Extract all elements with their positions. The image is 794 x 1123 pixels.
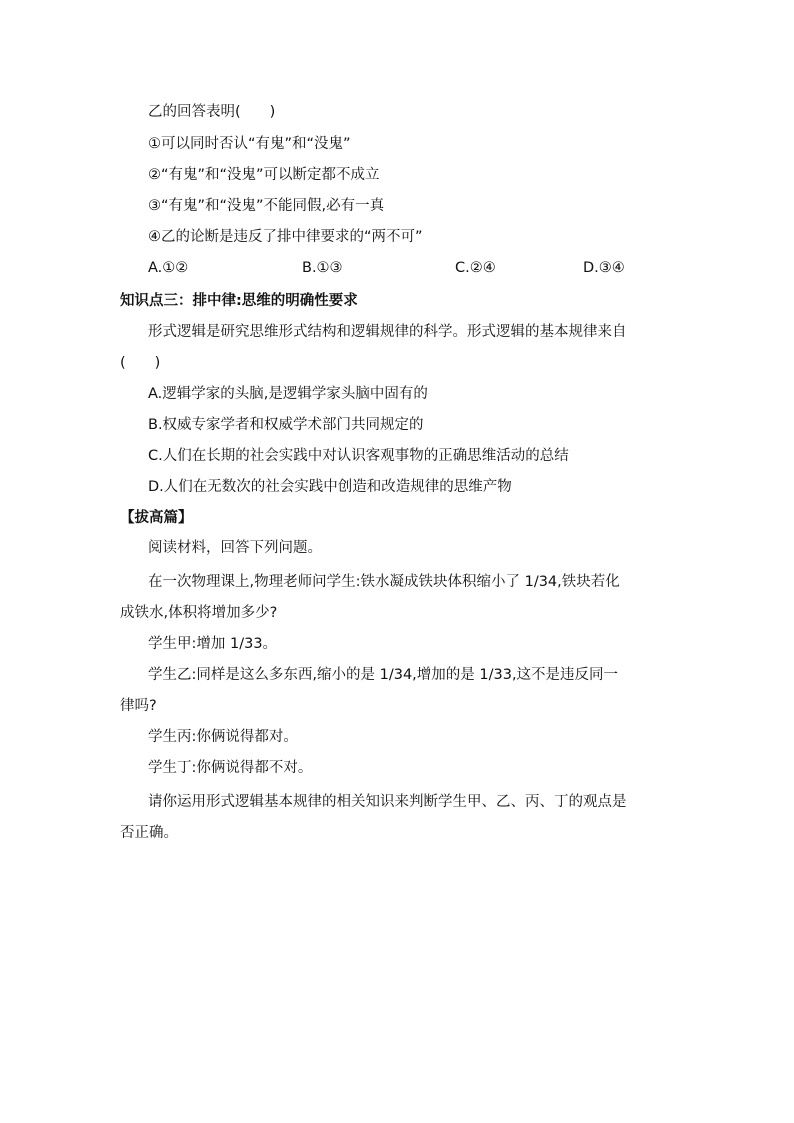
option-a: A.逻辑学家的头脑,是逻辑学家头脑中固有的 [148,386,428,402]
statement-1: ①可以同时否认“有鬼”和“没鬼” [148,136,351,152]
section-heading: 【拔高篇】 [120,510,193,526]
question-stem: 形式逻辑是研究思维形式结构和逻辑规律的科学。形式逻辑的基本规律来自 [148,324,627,340]
instruction-text: 阅读材料，回答下列问题。 [148,540,322,556]
option-a: A.①② [148,260,189,276]
option-c: C.人们在长期的社会实践中对认识客观事物的正确思维活动的总结 [148,448,569,464]
task-prompt: 请你运用形式逻辑基本规律的相关知识来判断学生甲、乙、丙、丁的观点是 [148,794,627,810]
statement-2: ②“有鬼”和“没鬼”可以断定都不成立 [148,167,380,183]
student-statement: 学生丙:你俩说得都对。 [148,729,298,745]
statement-4: ④乙的论断是违反了排中律要求的“两不可” [148,229,423,245]
option-c: C.②④ [455,260,496,276]
material-paragraph: 在一次物理课上,物理老师问学生:铁水凝成铁块体积缩小了 1/34,铁块若化 [148,574,620,590]
option-b: B.权威专家学者和权威学术部门共同规定的 [148,417,424,433]
statement-3: ③“有鬼”和“没鬼”不能同假,必有一真 [148,198,385,214]
option-d: D.③④ [583,260,625,276]
material-paragraph: 成铁水,体积将增加多少? [120,605,278,621]
section-heading: 知识点三：排中律:思维的明确性要求 [120,293,358,309]
student-statement: 学生丁:你俩说得都不对。 [148,760,313,776]
student-statement: 学生甲:增加 1/33。 [148,636,278,652]
option-d: D.人们在无数次的社会实践中创造和改造规律的思维产物 [148,479,512,495]
answer-blank: ( ) [120,355,161,371]
question-stem: 乙的回答表明( ) [148,104,276,120]
task-prompt: 否正确。 [120,825,178,841]
student-statement: 学生乙:同样是这么多东西,缩小的是 1/34,增加的是 1/33,这不是违反同一 [148,667,619,683]
student-statement: 律吗? [120,698,157,714]
option-b: B.①③ [302,260,343,276]
